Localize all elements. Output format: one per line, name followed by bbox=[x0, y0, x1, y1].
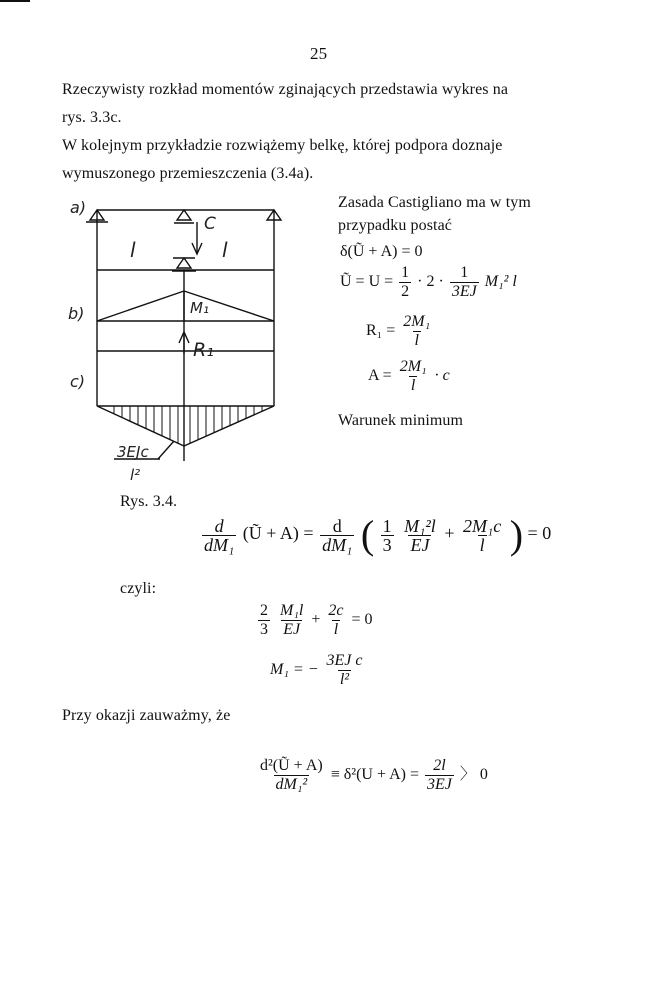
fraction-numerator: 1 bbox=[382, 515, 392, 536]
label-span-right: l bbox=[222, 238, 228, 262]
fraction-denominator: EJ bbox=[410, 534, 430, 555]
fraction-numerator: 2l bbox=[433, 757, 446, 774]
label-a: a) bbox=[70, 198, 87, 217]
fraction-denominator: l bbox=[414, 332, 419, 349]
fraction-denominator: 2 bbox=[401, 283, 410, 300]
fraction-numerator: 2 bbox=[260, 602, 268, 619]
fraction-numerator: 3EJ c bbox=[326, 652, 363, 669]
minimum-condition: Warunek minimum bbox=[338, 412, 464, 429]
eq-lhs: A = bbox=[368, 367, 392, 385]
fraction-numerator: M₁²l bbox=[404, 515, 436, 536]
eq-mid: ≡ δ²(U + A) = bbox=[330, 766, 419, 784]
equation-moment-result bbox=[270, 652, 366, 689]
fraction-denominator: 3 bbox=[382, 534, 392, 555]
figure-caption: Rys. 3.4. bbox=[120, 493, 178, 510]
castigliano-line-1: Zasada Castigliano ma w tym bbox=[338, 194, 531, 211]
eq-tail: · c bbox=[434, 367, 450, 385]
displaced-support-icon bbox=[177, 258, 191, 268]
label-c: c) bbox=[70, 372, 86, 391]
page-number: 25 bbox=[310, 44, 328, 63]
middle-support-icon bbox=[177, 210, 191, 220]
fraction-denominator: EJ bbox=[283, 621, 301, 638]
eq-rhs: = 0 bbox=[351, 611, 373, 629]
eq-rhs: = 0 bbox=[527, 523, 552, 544]
fraction-numerator: 2c bbox=[328, 602, 344, 619]
moment-left-line bbox=[97, 291, 184, 321]
fraction-denominator: l bbox=[410, 377, 416, 394]
fraction-numerator: 2M₁ bbox=[403, 313, 431, 330]
eq-mid: (Ũ + A) = bbox=[242, 523, 314, 544]
fraction-numerator: 1 bbox=[460, 264, 469, 281]
label-moment-value-num: 3EJc bbox=[117, 443, 149, 461]
equation-energy bbox=[340, 264, 517, 301]
moment-c-left bbox=[97, 406, 184, 446]
castigliano-line-2: przypadku postać bbox=[338, 217, 453, 234]
fraction-denominator: 3EJ bbox=[451, 283, 477, 300]
label-b: b) bbox=[68, 304, 85, 323]
fraction-denominator: l² bbox=[339, 671, 350, 688]
fraction-numerator: d²(Ũ + A) bbox=[260, 757, 323, 774]
eq-rhs: 〉 0 bbox=[459, 766, 488, 784]
equation-variation: δ(Ũ + A) = 0 bbox=[340, 243, 423, 260]
equation-reaction bbox=[366, 313, 434, 350]
eq-mid: · 2 · bbox=[417, 273, 444, 291]
eq-tail: M₁² l bbox=[484, 273, 517, 291]
eq-lhs: Ũ = U = bbox=[340, 273, 394, 291]
fraction-denominator: dM₁ bbox=[322, 534, 353, 555]
equation-second-derivative bbox=[256, 757, 488, 794]
label-R1: R₁ bbox=[193, 339, 214, 361]
fraction-numerator: 1 bbox=[401, 264, 410, 281]
equation-work bbox=[368, 358, 450, 395]
label-C: C bbox=[204, 214, 216, 234]
fraction-denominator: l bbox=[479, 534, 485, 555]
eq-plus: + bbox=[444, 523, 455, 544]
fraction-denominator: dM₁ bbox=[204, 534, 235, 555]
paragraph-line-1: Rzeczywisty rozkład momentów zginających przedstawia wykres na bbox=[62, 81, 509, 98]
fraction-numerator: 2M₁ bbox=[399, 358, 427, 375]
closing-sentence: Przy okazji zauważmy, że bbox=[62, 707, 231, 724]
equation-derivative: $\frac{d}{\text{dM₁}}$ (Ũ + A) = $\frac{d}{\text{dM₁}}$ ( $\frac{1}{3}$ $\frac{\text{M₁²l}}{EJ}$ + $\frac{\text{2M₁c}}{l}$ ) = 0 bbox=[204, 512, 552, 557]
paragraph-line-3: W kolejnym przykładzie rozwiążemy belkę, której podpora doznaje bbox=[62, 137, 503, 154]
czyli-label: czyli: bbox=[120, 580, 157, 597]
eq-lhs: R₁ = bbox=[366, 322, 396, 340]
label-M1: M₁ bbox=[190, 299, 209, 317]
fraction-denominator: dM₁² bbox=[275, 776, 308, 793]
fraction-denominator: l bbox=[333, 621, 339, 638]
beam-figure bbox=[62, 196, 302, 486]
paragraph-line-4: wymuszonego przemieszczenia (3.4a). bbox=[62, 165, 314, 182]
equation-condition bbox=[256, 602, 373, 639]
paragraph-line-2: rys. 3.3c. bbox=[62, 109, 122, 126]
label-moment-value-den: l² bbox=[130, 466, 141, 484]
eq-lhs: M₁ = − bbox=[270, 661, 319, 679]
fraction-numerator: M₁l bbox=[280, 602, 304, 619]
fraction-numerator: d bbox=[214, 515, 224, 536]
fraction-denominator: 3EJ bbox=[427, 776, 452, 793]
label-span-left: l bbox=[130, 238, 136, 262]
fraction-denominator: 3 bbox=[260, 621, 268, 638]
corner-mark bbox=[0, 0, 30, 5]
fraction-numerator: d bbox=[332, 515, 342, 536]
fraction-numerator: 2M₁c bbox=[462, 515, 502, 536]
eq-plus: + bbox=[311, 611, 321, 629]
